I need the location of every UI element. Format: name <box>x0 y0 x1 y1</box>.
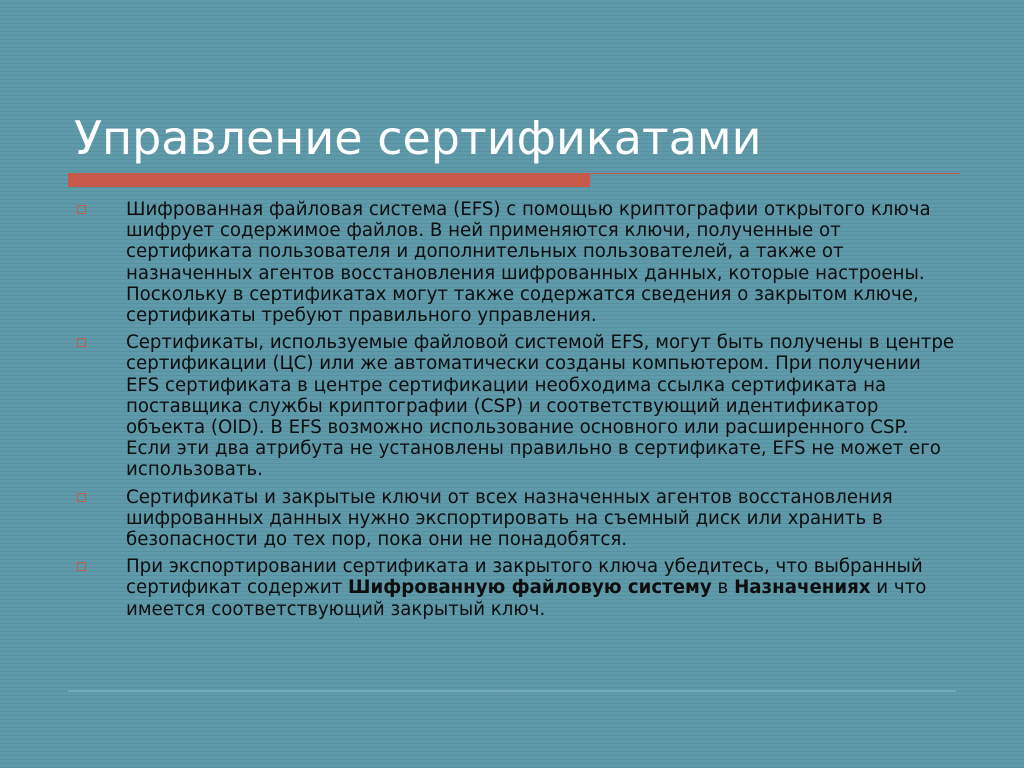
bullet-text-part: в <box>711 577 735 599</box>
bullet-item <box>76 556 956 620</box>
bullet-list <box>76 199 956 626</box>
hollow-square-icon <box>77 338 86 347</box>
hollow-square-icon <box>77 205 86 214</box>
bullet-item <box>76 199 956 326</box>
bullet-text-part: и что имеется соответствующий закрытый ключ. <box>126 577 927 620</box>
bullet-item <box>76 487 956 551</box>
slide-title: Управление сертификатами <box>74 111 762 165</box>
bullet-text-part: При экспортировании сертификата и закрытого ключа убедитесь, что выбранный сертификат содержит <box>126 556 923 599</box>
bullet-text: Сертификаты и закрытые ключи от всех назначенных агентов восстановления шифрованных данных нужно экспортировать на съемный диск или хранить в безопасности до тех пор, пока они не понадобятся. <box>126 486 893 551</box>
footer-divider <box>68 690 956 692</box>
bullet-text: Сертификаты, используемые файловой системой EFS, могут быть получены в центре сертификации (ЦС) или же автоматически созданы компьютером. При получении EFS сертификата в центре сертификации необходима ссылка сертификата на поставщика службы криптографии (CSP) и соответствующий идентификатор объекта (OID). В EFS возможно использование основного или расширенного CSP. Если эти два атрибута не установлены правильно в сертификате, EFS не может его использовать. <box>126 332 955 481</box>
hollow-square-icon <box>77 493 86 502</box>
title-underline-accent <box>68 174 590 187</box>
bullet-item <box>76 332 956 480</box>
bullet-bold-phrase: Назначениях <box>734 577 871 599</box>
bullet-text <box>126 556 926 619</box>
bullet-text: Шифрованная файловая система (EFS) с помощью криптографии открытого ключа шифрует содержимое файлов. В ней применяются ключи, полученные от сертификата пользователя и дополнительных пользователей, а также от назначенных агентов восстановления шифрованных данных, которые настроены. Поскольку в сертификатах могут также содержатся сведения о закрытом ключе, сертификаты требуют правильного управления. <box>126 199 931 327</box>
bullet-bold-phrase: Шифрованную файловую систему <box>348 577 712 599</box>
hollow-square-icon <box>77 562 86 571</box>
